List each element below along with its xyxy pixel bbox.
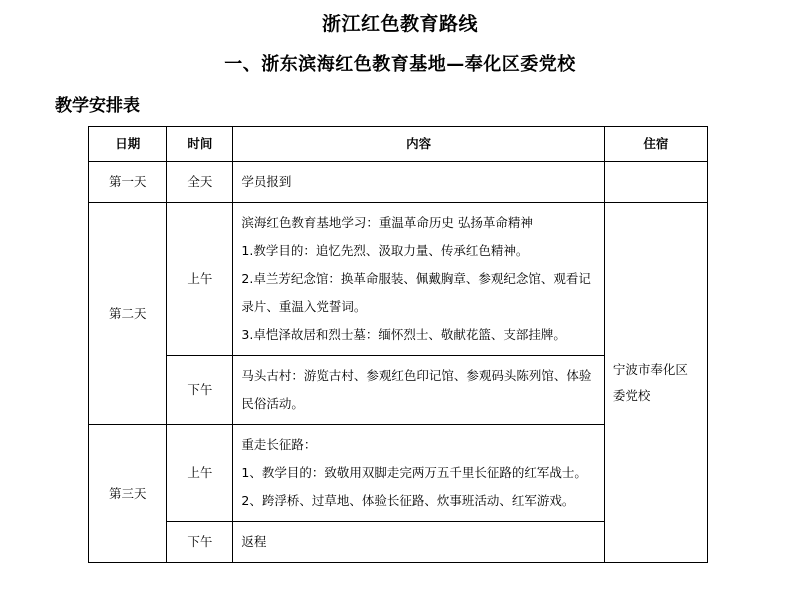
content-line: 1.教学目的：追忆先烈、汲取力量、传承红色精神。	[241, 243, 529, 258]
content-line: 3.卓恺泽故居和烈士墓：缅怀烈士、敬献花篮、支部挂牌。	[241, 327, 566, 342]
content-line: 返程	[241, 534, 267, 549]
cell-content	[233, 522, 604, 563]
content-line: 马头古村：游览古村、参观红色印记馆、参观码头陈列馆、体验民俗活动。	[241, 368, 592, 411]
column-header-content: 内容	[233, 127, 604, 162]
column-header-time: 时间	[167, 127, 233, 162]
content-line: 重走长征路：	[241, 437, 317, 452]
cell-stay	[604, 203, 707, 563]
column-header-stay: 住宿	[604, 127, 707, 162]
schedule-table	[88, 126, 708, 563]
document-subtitle: 一、浙东滨海红色教育基地—奉化区委党校	[224, 54, 576, 75]
table-row	[89, 162, 708, 203]
content-line: 2、跨浮桥、过草地、体验长征路、炊事班活动、红军游戏。	[241, 493, 575, 508]
cell-time: 全天	[167, 162, 233, 203]
content-line: 2.卓兰芳纪念馆：换革命服装、佩戴胸章、参观纪念馆、观看记录片、重温入党誓词。	[241, 271, 591, 314]
document-title: 浙江红色教育路线	[321, 13, 478, 35]
cell-time: 下午	[167, 522, 233, 563]
content-line: 学员报到	[241, 174, 292, 189]
cell-date: 第三天	[89, 425, 167, 563]
column-header-date: 日期	[89, 127, 167, 162]
cell-date: 第一天	[89, 162, 167, 203]
cell-time: 下午	[167, 356, 233, 425]
cell-content	[233, 425, 604, 522]
cell-time: 上午	[167, 425, 233, 522]
cell-date: 第二天	[89, 203, 167, 425]
content-line: 滨海红色教育基地学习：重温革命历史 弘扬革命精神	[241, 215, 533, 230]
stay-line: 委党校	[612, 387, 651, 403]
content-line: 1、教学目的：致敬用双脚走完两万五千里长征路的红军战士。	[241, 465, 587, 480]
document-page	[0, 10, 800, 607]
section-heading: 教学安排表	[55, 96, 140, 116]
stay-line: 宁波市奉化区	[612, 361, 688, 377]
table-header-row	[89, 127, 708, 162]
cell-stay-empty	[604, 162, 707, 203]
cell-content	[233, 356, 604, 425]
cell-content	[233, 203, 604, 356]
cell-content	[233, 162, 604, 203]
table-row	[89, 203, 708, 356]
cell-time: 上午	[167, 203, 233, 356]
